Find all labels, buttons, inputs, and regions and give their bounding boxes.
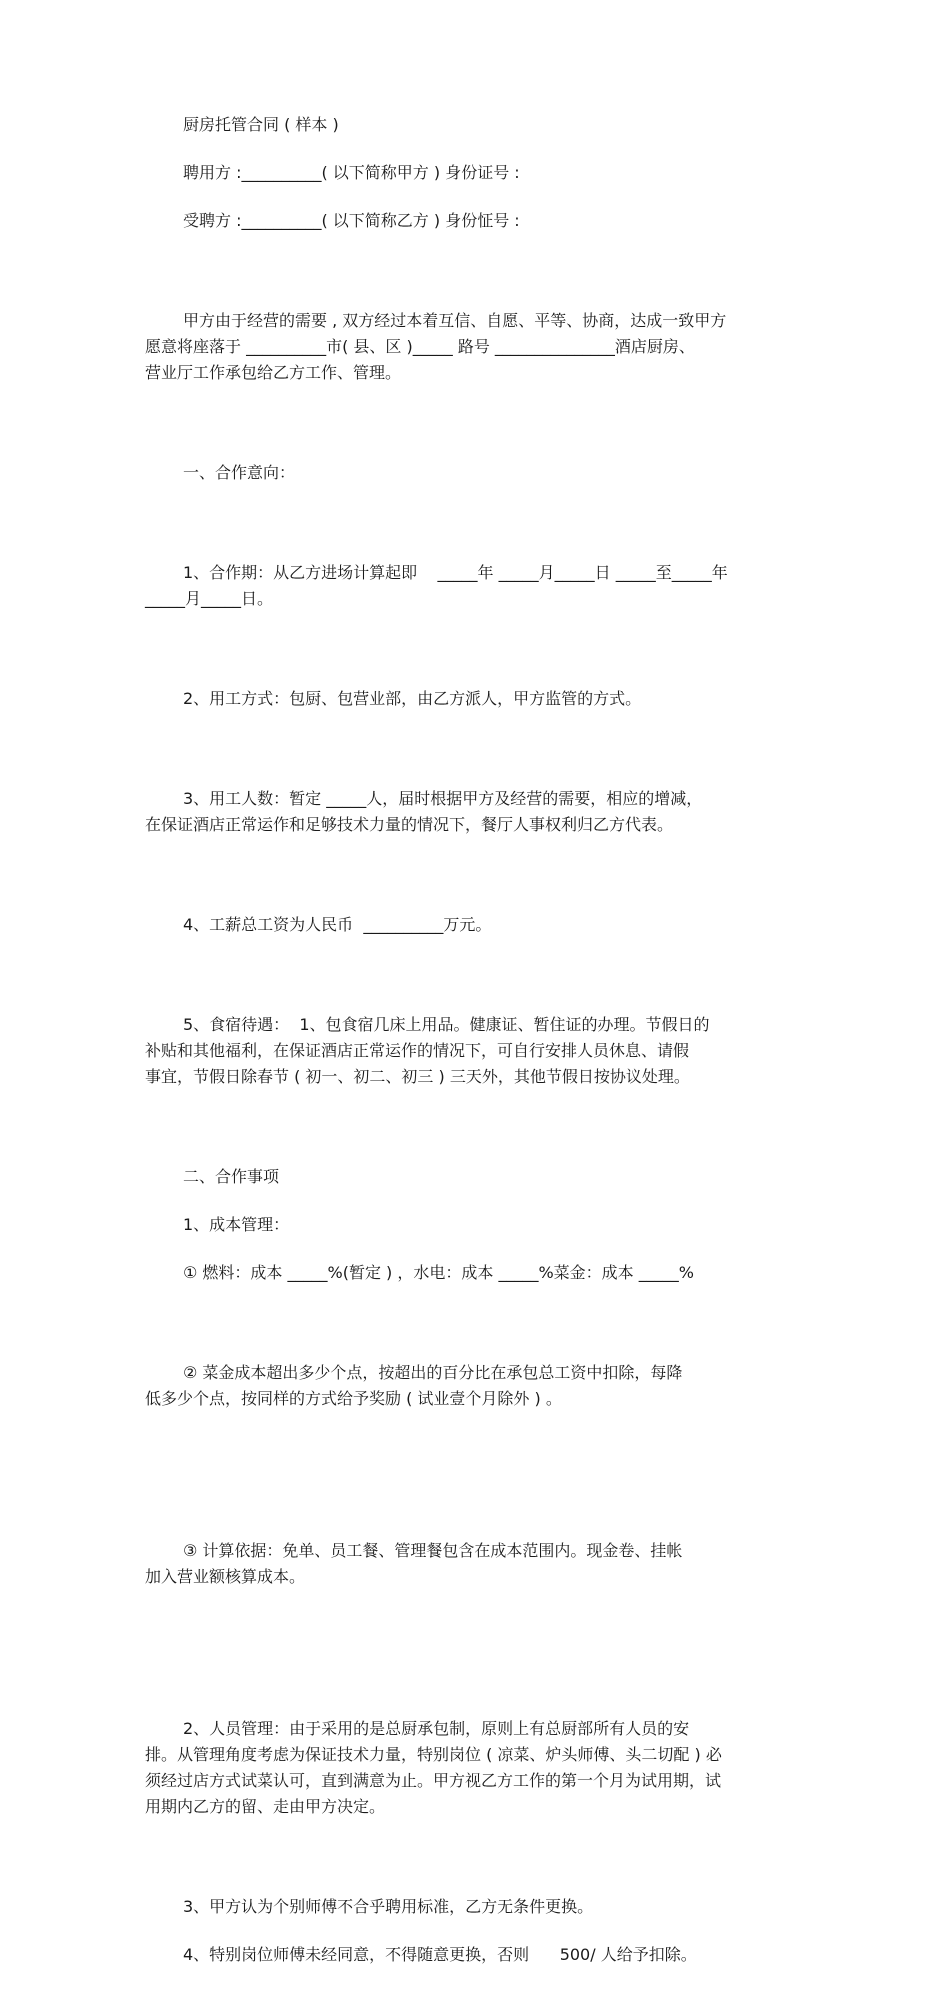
- clause-1-2: 2、用工方式：包厨、包营业部，由乙方派人，甲方监管的方式。: [183, 689, 642, 708]
- clause-line: _____月_____日。: [145, 589, 274, 608]
- hirer-line: 聘用方 :__________( 以下简称甲方 ) 身份证号 :: [183, 163, 520, 182]
- intro-line: 愿意将座落于 __________市( 县、区 )_____ 路号 _______________酒店厨房、: [145, 337, 695, 356]
- section-2-heading: 二、合作事项: [183, 1167, 280, 1186]
- clause-line: 在保证酒店正常运作和足够技术力量的情况下，餐厅人事权利归乙方代表。: [145, 815, 674, 834]
- clause-line: 补贴和其他福利，在保证酒店正常运作的情况下，可自行安排人员休息、请假: [145, 1041, 690, 1060]
- clause-1-4: 4、工薪总工资为人民币 __________万元。: [183, 915, 492, 934]
- clause-2-1-a: ① 燃料：成本 _____%(暂定 ) ，水电：成本 _____%菜金：成本 _____%: [183, 1263, 694, 1282]
- clause-line: 5、食宿待遇： 1、包食宿几床上用品。健康证、暂住证的办理。节假日的: [183, 1015, 710, 1034]
- intro-paragraph: [145, 256, 790, 438]
- clause-1-1: [145, 508, 790, 664]
- clause-line: 用期内乙方的留、走由甲方决定。: [145, 1797, 386, 1816]
- contract-body: [145, 112, 790, 1990]
- section-1-heading: 一、合作意向：: [183, 463, 296, 482]
- clause-line: ③ 计算依据：免单、员工餐、管理餐包含在成本范围内。现金卷、挂帐: [183, 1541, 683, 1560]
- clause-2-1: 1、成本管理：: [183, 1215, 290, 1234]
- clause-2-1-b: [145, 1308, 790, 1464]
- clause-line: ② 菜金成本超出多少个点，按超出的百分比在承包总工资中扣除，每降: [183, 1363, 683, 1382]
- clause-line: 事宜，节假日除春节 ( 初一、初二、初三 ) 三天外，其他节假日按协议处理。: [145, 1067, 690, 1086]
- clause-line: 须经过店方式试菜认可，直到满意为止。甲方视乙方工作的第一个月为试用期，试: [145, 1771, 722, 1790]
- clause-2-4: 4、特别岗位师傅未经同意，不得随意更换，否则 500/ 人给予扣除。: [183, 1945, 697, 1964]
- document-title: 厨房托管合同 ( 样本 ): [183, 115, 339, 134]
- clause-2-3: 3、甲方认为个别师傅不合乎聘用标准，乙方无条件更换。: [183, 1897, 594, 1916]
- intro-line: 营业厅工作承包给乙方工作、管理。: [145, 363, 402, 382]
- clause-line: 2、人员管理：由于采用的是总厨承包制，原则上有总厨部所有人员的安: [183, 1719, 690, 1738]
- clause-line: 3、用工人数：暂定 _____人，届时根据甲方及经营的需要，相应的增减，: [183, 789, 703, 808]
- clause-1-3: [145, 734, 790, 890]
- clause-line: 加入营业额核算成本。: [145, 1567, 306, 1586]
- clause-line: 排。从管理角度考虑为保证技术力量，特别岗位 ( 凉菜、炉头师傅、头二切配 ) 必: [145, 1745, 722, 1764]
- hiree-line: 受聘方 :__________( 以下简称乙方 ) 身份怔号 :: [183, 211, 520, 230]
- clause-1-5: [145, 960, 790, 1142]
- clause-line: 低多少个点，按同样的方式给予奖励 ( 试业壹个月除外 ) 。: [145, 1389, 562, 1408]
- intro-line: 甲方由于经营的需要 , 双方经过本着互信、自愿、平等、协商，达成一致甲方: [183, 311, 727, 330]
- clause-2-2: [145, 1664, 790, 1872]
- clause-2-1-c: [145, 1486, 790, 1642]
- clause-line: 1、合作期：从乙方进场计算起即 _____年 _____月_____日 _____至_____年: [183, 563, 728, 582]
